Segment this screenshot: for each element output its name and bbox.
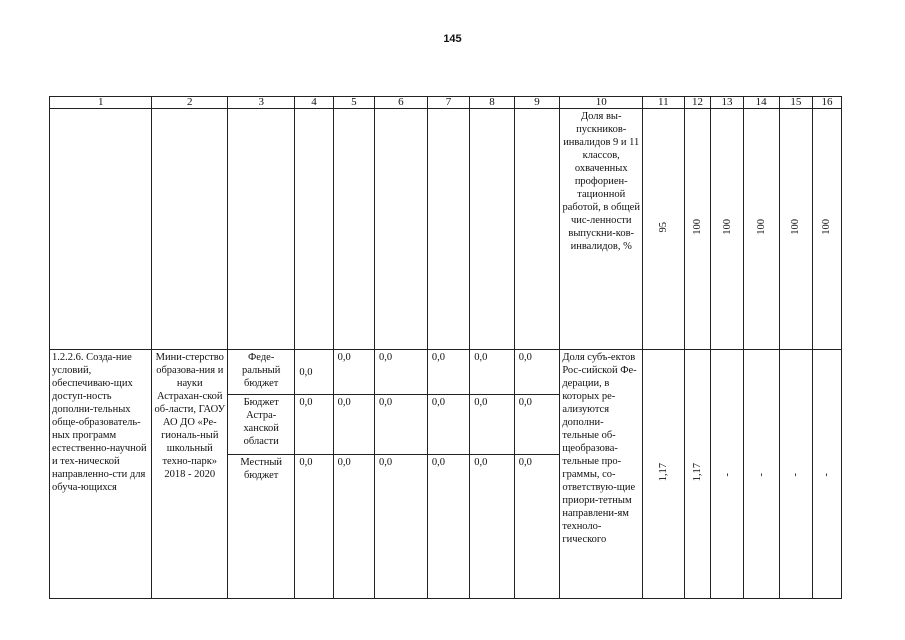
page-number: 145 bbox=[443, 33, 462, 45]
indicator-text: Доля вы-пускников-инвалидов 9 и 11 классов, охваченных профориен-тационной работой, в общей чис-ленности выпускни-ков-инвалидов, % bbox=[560, 109, 643, 350]
funding-value: 0,0 bbox=[514, 455, 560, 599]
funding-value: 0,0 bbox=[514, 395, 560, 455]
table-cell bbox=[375, 109, 428, 350]
executor-text: Мини-стерство образова-ния и науки Астрахан-ской об-ласти, ГАОУ АО ДО «Ре-гиональ-ный школьный техно-парк» 2018 - 2020 bbox=[152, 350, 228, 599]
value-text: 95 bbox=[657, 221, 669, 233]
funding-value: 0,0 bbox=[333, 350, 374, 395]
column-header: 6 bbox=[375, 97, 428, 109]
column-header: 4 bbox=[295, 97, 333, 109]
value-text: 1,17 bbox=[692, 462, 703, 482]
activity-text: 1.2.2.6. Созда-ние условий, обеспечиваю-щих доступ-ность дополни-тельных обще-образователь-ных программ естественно-научной и тех-нической направленно-сти для обуча-ющихся bbox=[50, 350, 152, 599]
indicator-text: Доля субъ-ектов Рос-сийской Фе-дерации, в которых ре-ализуются дополни-тельные об-щеобразова-тельные про-граммы, со-ответствую-щие приори-тетным направлени-ям техноло-гического bbox=[560, 350, 643, 599]
table-cell bbox=[470, 109, 515, 350]
funding-value: 0,0 bbox=[375, 455, 428, 599]
value-cell bbox=[779, 109, 812, 350]
value-cell bbox=[743, 109, 779, 350]
value-text: - bbox=[790, 473, 802, 477]
column-header: 9 bbox=[514, 97, 560, 109]
column-header: 13 bbox=[711, 97, 743, 109]
value-text: 1,17 bbox=[657, 462, 669, 482]
value-cell bbox=[743, 350, 779, 599]
value-text: 100 bbox=[790, 219, 802, 235]
funding-value: 0,0 bbox=[514, 350, 560, 395]
funding-value: 0,0 bbox=[470, 395, 515, 455]
funding-value: 0,0 bbox=[333, 455, 374, 599]
table-cell bbox=[333, 109, 374, 350]
value-cell bbox=[711, 350, 743, 599]
funding-source: Местный бюджет bbox=[228, 455, 295, 599]
value-cell bbox=[812, 109, 841, 350]
funding-source: Феде-ральный бюджет bbox=[228, 350, 295, 395]
funding-source: Бюджет Астра-ханской области bbox=[228, 395, 295, 455]
funding-value: 0,0 bbox=[470, 350, 515, 395]
value-cell bbox=[643, 350, 684, 599]
value-text: 100 bbox=[692, 219, 703, 235]
value-cell bbox=[643, 109, 684, 350]
funding-value: 0,0 bbox=[427, 455, 469, 599]
funding-value: 0,0 bbox=[295, 350, 333, 395]
column-header: 7 bbox=[427, 97, 469, 109]
value-cell bbox=[684, 109, 711, 350]
table-cell bbox=[295, 109, 333, 350]
value-cell bbox=[812, 350, 841, 599]
funding-value: 0,0 bbox=[375, 350, 428, 395]
column-header: 12 bbox=[684, 97, 711, 109]
column-header: 15 bbox=[779, 97, 812, 109]
value-cell bbox=[711, 109, 743, 350]
table-cell bbox=[514, 109, 560, 350]
funding-value: 0,0 bbox=[375, 395, 428, 455]
column-header: 14 bbox=[743, 97, 779, 109]
column-header: 2 bbox=[152, 97, 228, 109]
column-header: 10 bbox=[560, 97, 643, 109]
table-cell bbox=[152, 109, 228, 350]
column-header: 8 bbox=[470, 97, 515, 109]
value-text: 100 bbox=[755, 219, 767, 235]
table-cell bbox=[427, 109, 469, 350]
column-header: 3 bbox=[228, 97, 295, 109]
column-number-row bbox=[50, 97, 842, 109]
column-header: 11 bbox=[643, 97, 684, 109]
table-row bbox=[50, 350, 842, 395]
funding-value: 0,0 bbox=[470, 455, 515, 599]
column-header: 1 bbox=[50, 97, 152, 109]
table-cell bbox=[50, 109, 152, 350]
funding-value: 0,0 bbox=[295, 455, 333, 599]
value-text: - bbox=[755, 473, 767, 477]
value-cell bbox=[684, 350, 711, 599]
value-text: 100 bbox=[721, 219, 733, 235]
column-header: 5 bbox=[333, 97, 374, 109]
funding-value: 0,0 bbox=[295, 395, 333, 455]
table-cell bbox=[228, 109, 295, 350]
funding-value: 0,0 bbox=[427, 395, 469, 455]
value-text: - bbox=[721, 473, 733, 477]
funding-value: 0,0 bbox=[333, 395, 374, 455]
value-cell bbox=[779, 350, 812, 599]
funding-value: 0,0 bbox=[427, 350, 469, 395]
value-text: 100 bbox=[821, 219, 833, 235]
column-header: 16 bbox=[812, 97, 841, 109]
value-text: - bbox=[821, 473, 833, 477]
table-row bbox=[50, 109, 842, 350]
program-table bbox=[49, 96, 842, 599]
